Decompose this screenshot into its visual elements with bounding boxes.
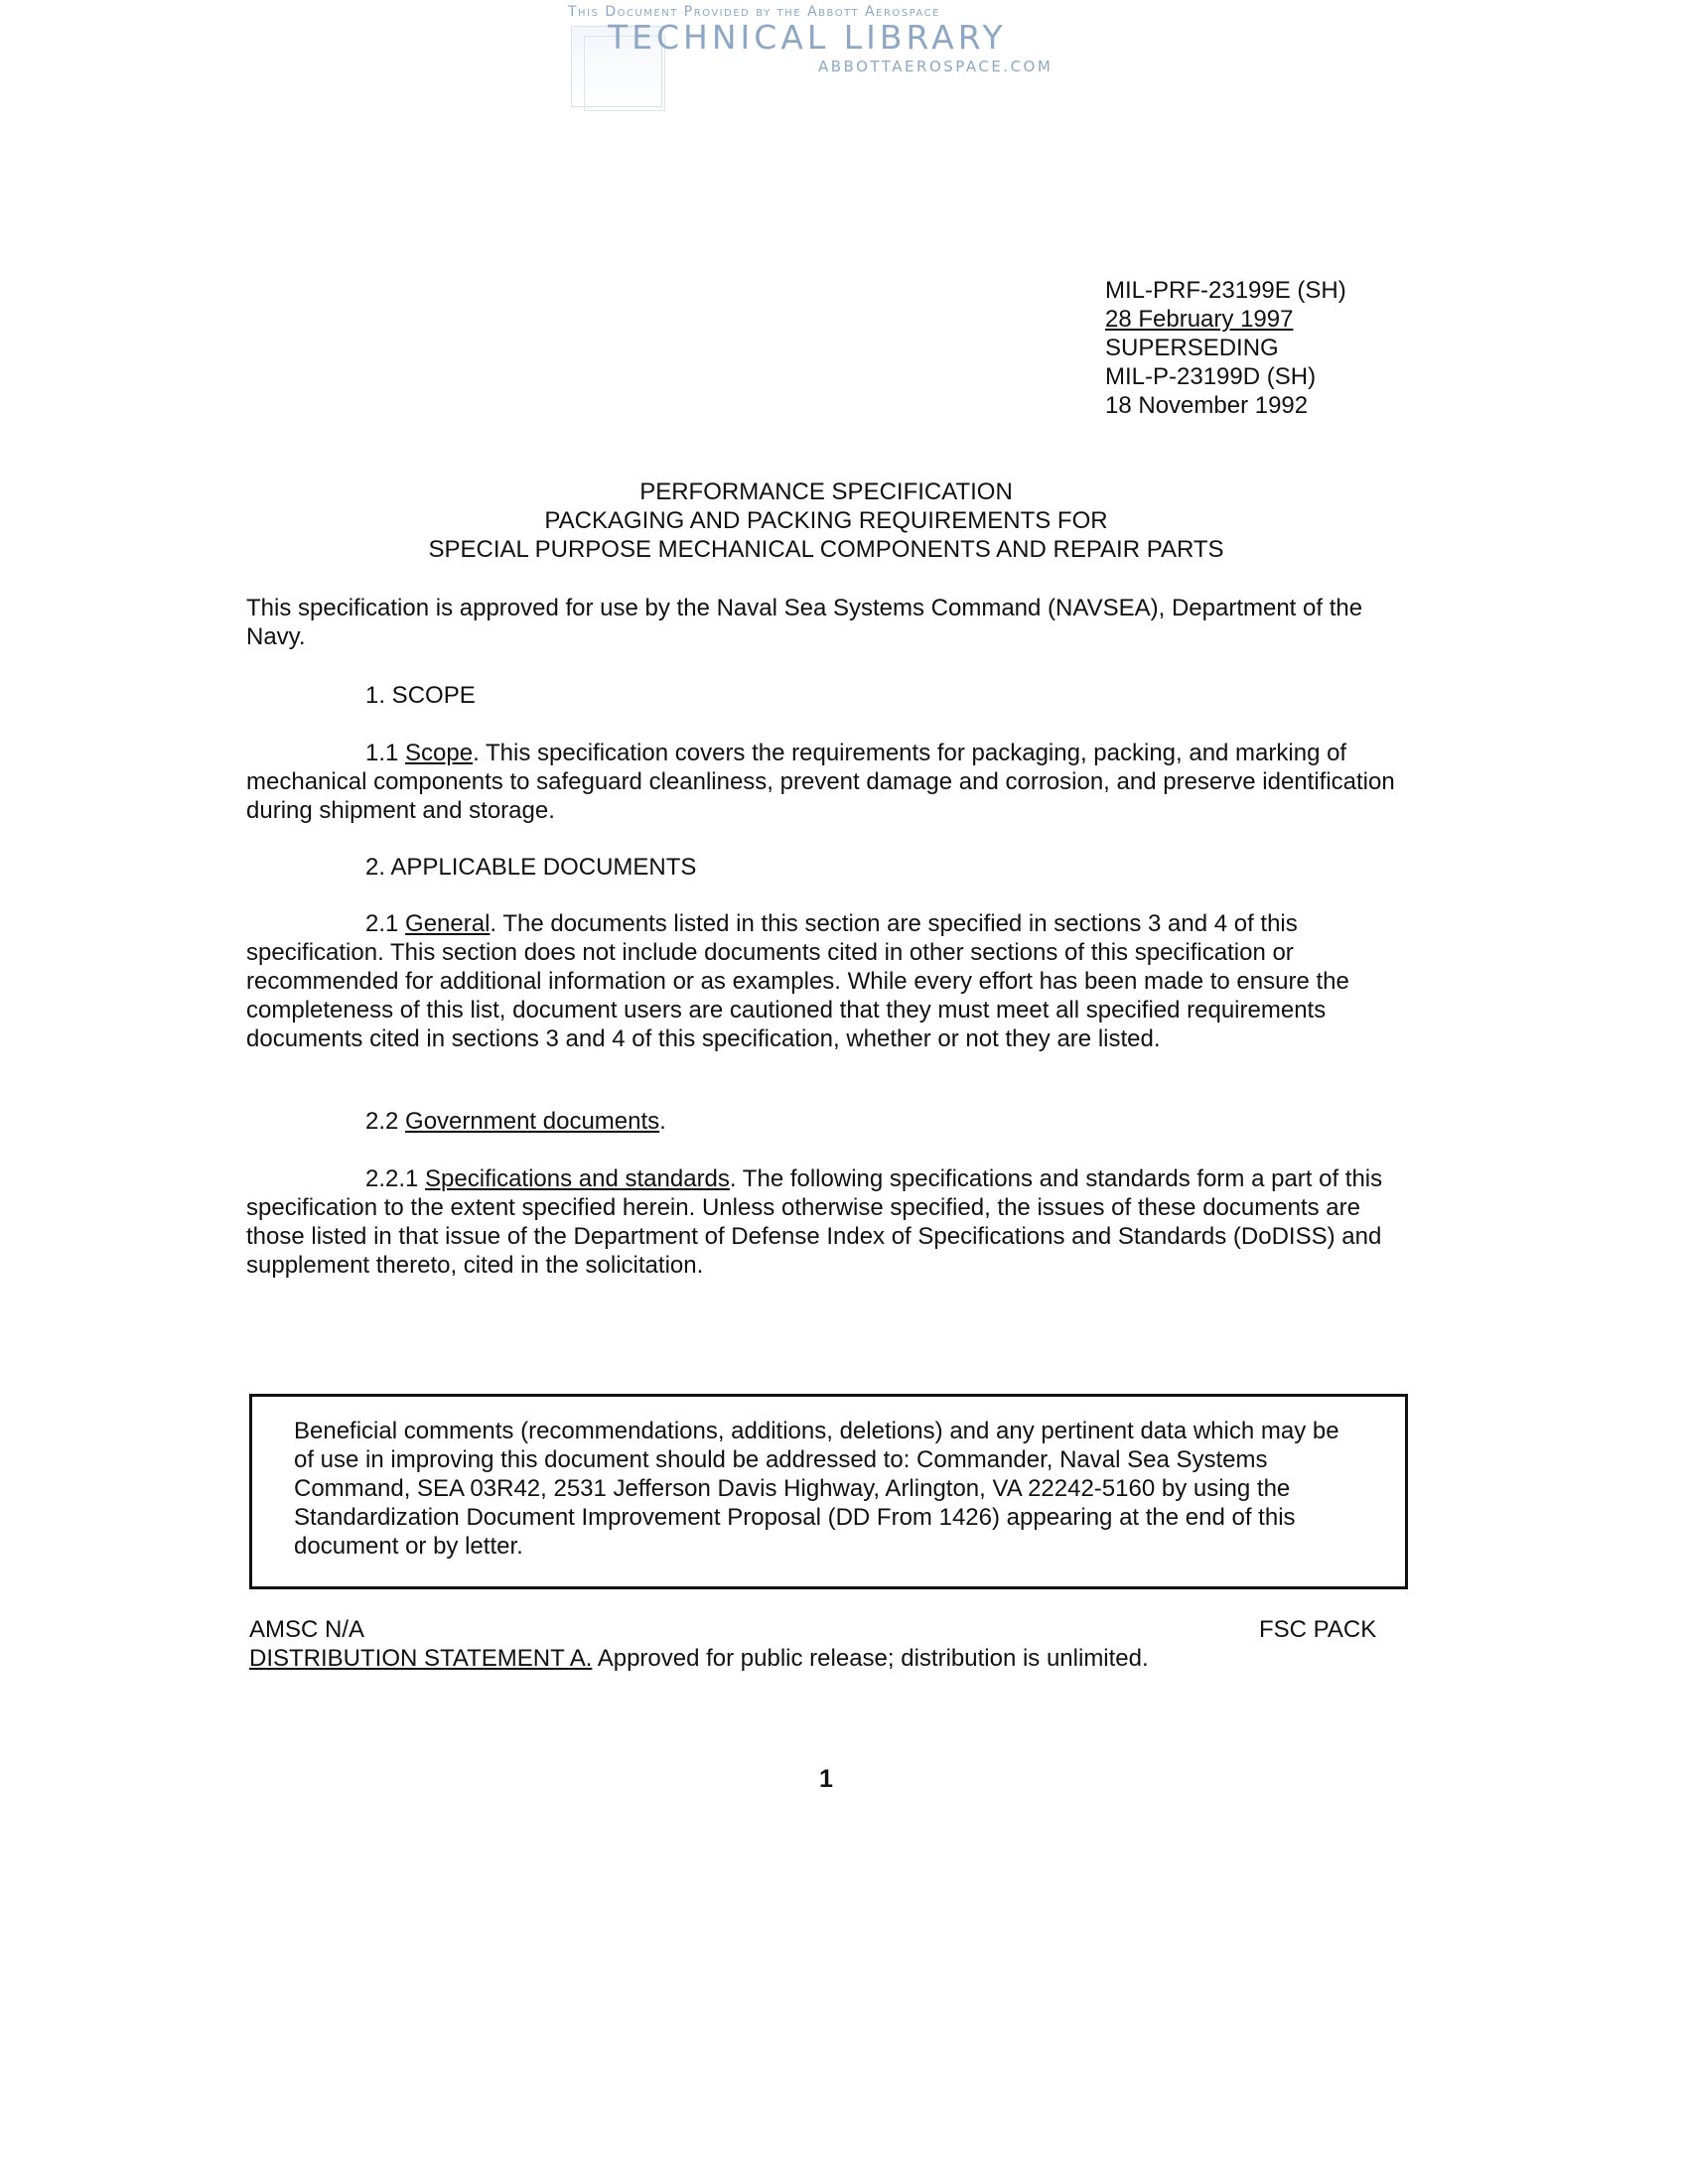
- section-1-heading: 1. SCOPE: [365, 682, 476, 709]
- section-text: . The following specifications and standards form a part of this specification to the extent specified herein. Unless otherwise specified, the issues of these documents are those listed in that issue of the Department of Defense Index of Specifications and Standards (DoDISS) and supplement thereto, cited in the solicitation.: [246, 1165, 1383, 1279]
- section-heading: Scope: [405, 740, 474, 766]
- distribution-statement: [249, 1644, 1149, 1673]
- section-heading: Government documents: [405, 1108, 660, 1135]
- section-text: . The documents listed in this section are specified in sections 3 and 4 of this specification. This section does not include documents cited in other sections of this specification or recommended for additional information or as examples. While every effort has been made to ensure the completeness of this list, document users are cautioned that they must meet all specified requirements documents cited in sections 3 and 4 of this specification, whether or not they are listed.: [246, 910, 1349, 1052]
- old-doc-date: 18 November 1992: [1105, 392, 1309, 419]
- section-heading: General: [405, 910, 491, 937]
- section-2-1: [246, 909, 1408, 1053]
- title-line-3: SPECIAL PURPOSE MECHANICAL COMPONENTS AND REPAIR PARTS: [428, 536, 1224, 563]
- doc-date: 28 February 1997: [1105, 306, 1294, 333]
- section-1-1: [246, 739, 1408, 825]
- section-number: 2.2.1: [365, 1165, 426, 1192]
- section-text: .: [659, 1108, 666, 1135]
- comments-box: [249, 1394, 1408, 1589]
- section-text: . This specification covers the requirements for packaging, packing, and marking of mechanical components to safeguard cleanliness, prevent damage and corrosion, and preserve identification during shipment and storage.: [246, 740, 1395, 824]
- section-heading: Specifications and standards: [425, 1165, 730, 1192]
- fsc-label: FSC PACK: [1259, 1616, 1377, 1643]
- superseding-label: SUPERSEDING: [1105, 335, 1279, 361]
- watermark-top: This Document Provided by the Abbott Aerospace: [568, 4, 940, 20]
- page-number: 1: [819, 1765, 833, 1793]
- section-number: 2.1: [365, 910, 406, 937]
- section-2-2-1: [246, 1164, 1408, 1280]
- comments-text: Beneficial comments (recommendations, additions, deletions) and any pertinent data which may be of use in improving this document should be addressed to: Commander, Naval Sea Systems Command, SEA 03R42, 2531 Jefferson Davis Highway, Arlington, VA 22242-5160 by using the Standardization Document Improvement Proposal (DD From 1426) appearing at the end of this document or by letter.: [294, 1418, 1339, 1560]
- section-2-2: [246, 1107, 1408, 1136]
- old-doc-number: MIL-P-23199D (SH): [1105, 363, 1317, 390]
- doc-number: MIL-PRF-23199E (SH): [1105, 277, 1346, 304]
- title-line-1: PERFORMANCE SPECIFICATION: [639, 478, 1013, 505]
- approval-statement: This specification is approved for use by the Naval Sea Systems Command (NAVSEA), Department of the Navy.: [246, 595, 1363, 650]
- distribution-text: Approved for public release; distribution is unlimited.: [592, 1645, 1149, 1672]
- amsc-label: AMSC N/A: [249, 1616, 365, 1643]
- watermark-title: TECHNICAL LIBRARY: [608, 18, 1007, 57]
- distribution-heading: DISTRIBUTION STATEMENT A.: [249, 1645, 593, 1672]
- section-number: 2.2: [365, 1108, 406, 1135]
- watermark-url: ABBOTTAEROSPACE.COM: [818, 58, 1054, 75]
- section-2-heading: 2. APPLICABLE DOCUMENTS: [365, 854, 697, 881]
- section-number: 1.1: [365, 740, 406, 766]
- title-line-2: PACKAGING AND PACKING REQUIREMENTS FOR: [544, 507, 1108, 534]
